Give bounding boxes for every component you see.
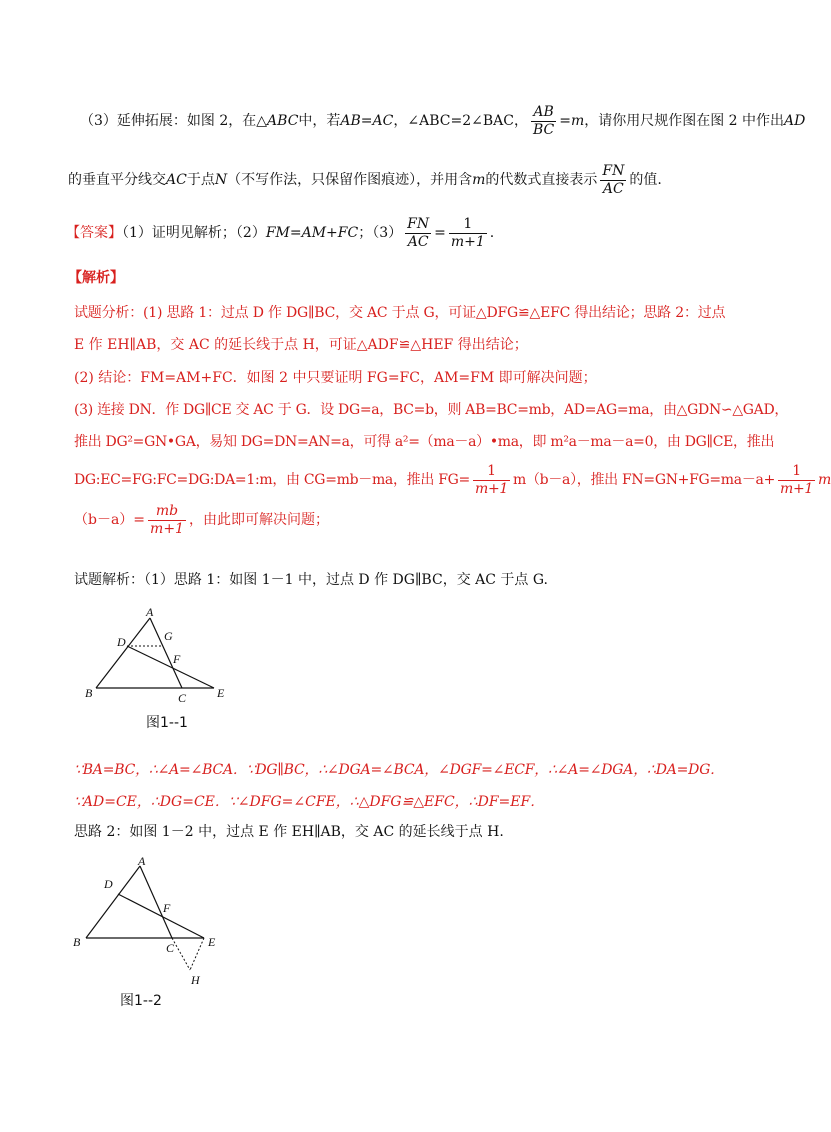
frac-den: BC [532, 121, 555, 138]
answer-fraction-1-m1 [449, 216, 487, 251]
q3-text: （3）延伸拓展：如图 2，在△ [80, 113, 268, 129]
frac-num: AB [531, 104, 556, 122]
q3-text: 的垂直平分线交 [68, 172, 166, 188]
label-c: C [178, 691, 187, 705]
answer-text: . [489, 225, 495, 241]
q3-var: AC [166, 172, 187, 188]
frac-den: m+1 [474, 480, 508, 497]
q3-text: 于点 [186, 172, 215, 188]
q3-text: 的值. [629, 172, 662, 188]
frac-den: m+1 [150, 520, 184, 537]
analysis-line-2: E 作 EH∥AB，交 AC 的延长线于点 H，可证△ADF≌△HEF 得出结论； [74, 337, 528, 353]
label-d: D [117, 635, 126, 649]
frac-num: FN [602, 162, 625, 179]
analysis-text: （b－a）= [74, 512, 146, 528]
segment-ch-dotted [172, 938, 190, 970]
segment-eh-dotted [190, 938, 204, 970]
analysis-tag: 【解析】 [68, 270, 124, 286]
question-3-line-2 [68, 162, 662, 198]
analysis-text: m（b－a），推出 FN=GN+FG=ma－a+ [512, 472, 776, 488]
analysis-fraction-1 [473, 463, 510, 498]
label-b: B [85, 686, 93, 700]
q3-text: ，请你用尺规作图在图 2 中作出 [584, 113, 785, 129]
fraction-fn-over-ac [600, 163, 626, 198]
figure-1-1 [82, 606, 232, 706]
analysis-line-6 [74, 460, 831, 500]
frac-den: AC [602, 180, 624, 197]
figure-1-1-caption: 图1--1 [146, 715, 188, 731]
analysis-fraction-2 [778, 463, 815, 498]
analysis-text: DG:EC=FG:FC=DG:DA=1:m，由 CG=mb－ma，推出 FG= [74, 472, 470, 488]
answer-text: ；（3） [358, 225, 403, 241]
label-f: F [173, 652, 181, 666]
question-3-line-1 [80, 103, 805, 139]
analysis-line-3: (2) 结论：FM=AM+FC．如图 2 中只要证明 FG=FC，AM=FM 即可解决问题； [74, 370, 597, 386]
frac-den: m+1 [450, 233, 485, 250]
label-c: C [166, 941, 175, 955]
label-b: B [73, 935, 81, 949]
proof-line-1: ∵BA=BC，∴∠A=∠BCA．∵DG∥BC，∴∠DGA=∠BCA，∠DGF=∠ECF，∴∠A=∠DGA，∴DA=DG． [74, 762, 724, 778]
q3-text: （不写作法，只保留作图痕迹），并用含 [227, 172, 473, 188]
label-f: F [163, 901, 171, 915]
idea-2-line: 思路 2：如图 1－2 中，过点 E 作 EH∥AB，交 AC 的延长线于点 H. [74, 824, 504, 840]
q3-text: ，∠ABC=2∠BAC， [393, 113, 528, 129]
answer-text: （1）证明见解析；（2） [122, 225, 266, 241]
label-a: A [138, 854, 146, 868]
q3-var: AB=AC [340, 113, 394, 129]
label-a: A [146, 605, 154, 619]
label-h: H [191, 973, 200, 987]
label-g: G [164, 629, 173, 643]
segment-de [127, 646, 214, 688]
analysis-line-4: (3) 连接 DN．作 DG∥CE 交 AC 于 G．设 DG=a，BC=b，则 AB=BC=mb，AD=AG=ma，由△GDN∽△GAD， [74, 402, 789, 418]
answer-text: = [434, 225, 446, 241]
q3-var: N [214, 172, 228, 188]
analysis-line-1: 试题分析：(1) 思路 1：过点 D 作 DG∥BC，交 AC 于点 G，可证△DFG≌△EFC 得出结论；思路 2：过点 [74, 305, 726, 321]
solution-intro: 试题解析：（1）思路 1：如图 1－1 中，过点 D 作 DG∥BC，交 AC 于点 G. [74, 572, 548, 588]
frac-num: 1 [778, 463, 815, 481]
q3-var: m [472, 172, 486, 188]
fraction-ab-over-bc [531, 104, 556, 139]
q3-text: 中，若 [298, 113, 341, 129]
figure-1-2 [68, 856, 228, 986]
answer-fraction-fn-ac [405, 216, 431, 251]
q3-var: ABC [267, 113, 299, 129]
frac-den: AC [407, 233, 429, 250]
analysis-line-5: 推出 DG²=GN•GA，易知 DG=DN=AN=a，可得 a²=（ma－a）•ma，即 m²a－ma－a=0，由 DG∥CE，推出 [74, 434, 775, 450]
frac-num: 1 [473, 463, 510, 481]
answer-line [66, 214, 494, 252]
analysis-fraction-mb [148, 503, 186, 538]
frac-num: FN [407, 215, 430, 232]
answer-text: FM=AM+FC [265, 225, 359, 241]
segment-de [118, 894, 204, 938]
segment-ab [86, 866, 140, 938]
q3-var: AD [784, 113, 806, 129]
frac-num: 1 [449, 216, 487, 234]
label-e: E [208, 935, 216, 949]
analysis-text: ，由此即可解决问题； [188, 512, 329, 528]
answer-tag: 【答案】 [66, 225, 122, 241]
analysis-line-7 [74, 500, 329, 540]
proof-line-2: ∵AD=CE，∴DG=CE．∵∠DFG=∠CFE，∴△DFG≌△EFC，∴DF=EF． [74, 794, 545, 810]
label-e: E [217, 686, 225, 700]
frac-den: m+1 [780, 480, 814, 497]
q3-text: 的代数式直接表示 [485, 172, 598, 188]
frac-num: mb [148, 503, 186, 521]
q3-var: =m [559, 113, 585, 129]
label-d: D [104, 877, 113, 891]
analysis-text: m [818, 472, 831, 488]
figure-1-2-caption: 图1--2 [120, 993, 162, 1009]
